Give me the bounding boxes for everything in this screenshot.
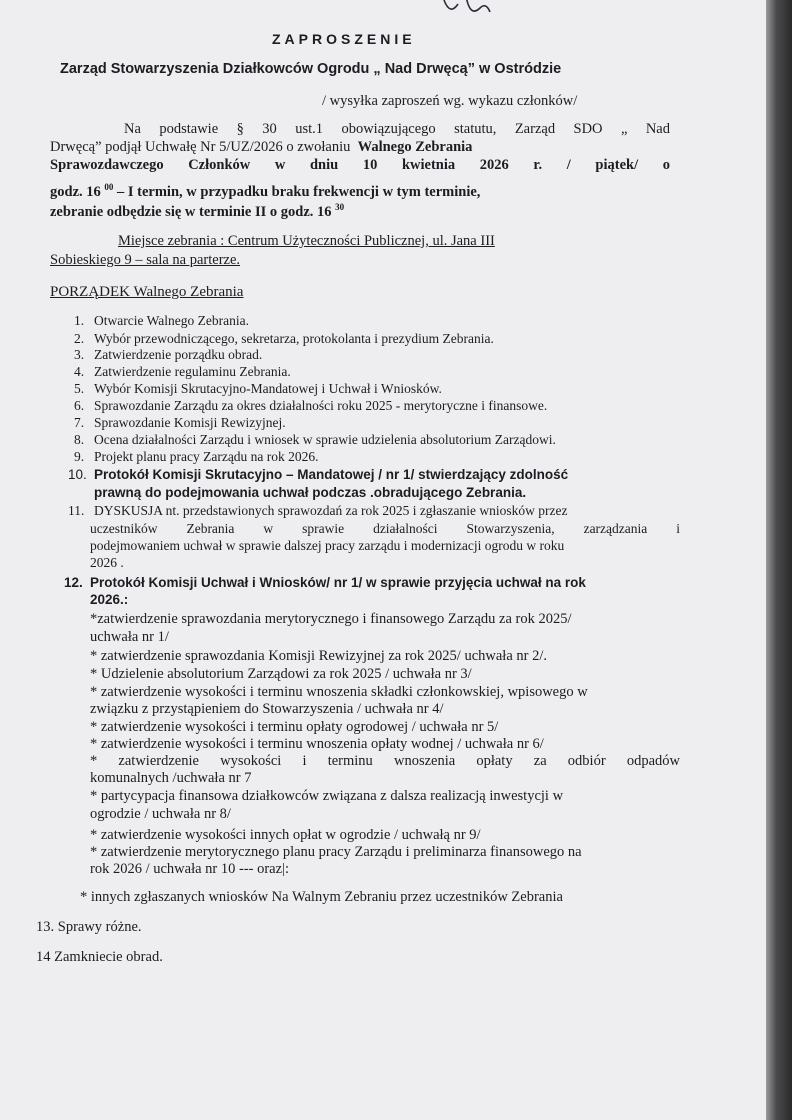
list-item: * zatwierdzenie wysokości innych opłat w ogrodzie / uchwałą nr 9/ <box>90 827 481 843</box>
list-item: 8. Ocena działalności Zarządu i wniosek w sprawie udzielenia absolutorium Zarządowi. <box>74 432 556 447</box>
list-item: * zatwierdzenie merytorycznego planu pracy Zarządu i preliminarza finansowego na <box>90 844 582 860</box>
list-item: 4. Zatwierdzenie regulaminu Zebrania. <box>74 364 291 379</box>
list-item: *zatwierdzenie sprawozdania merytorycznego i finansowego Zarządu za rok 2025/ <box>90 611 572 627</box>
list-item: 3. Zatwierdzenie porządku obrad. <box>74 347 263 362</box>
list-item: ogrodzie / uchwała nr 8/ <box>90 806 231 822</box>
list-item: * zatwierdzenie wysokości i terminu opłaty ogrodowej / uchwała nr 5/ <box>90 719 499 735</box>
list-item: * zatwierdzenie sprawozdania Komisji Rewizyjnej za rok 2025/ uchwała nr 2/. <box>90 648 547 664</box>
list-item: * zatwierdzenie wysokości i terminu wnoszenia składki członkowskiej, wpisowego w <box>90 684 588 700</box>
handwriting-mark <box>440 0 500 20</box>
list-item: związku z przystąpieniem do Stowarzyszenia / uchwała nr 4/ <box>90 701 444 717</box>
agenda-heading: PORZĄDEK Walnego Zebrania <box>50 284 244 300</box>
list-item: 6. Sprawozdanie Zarządu za okres działalności roku 2025 - merytoryczne i finansowe. <box>74 398 548 413</box>
list-item: * Udzielenie absolutorium Zarządowi za rok 2025 / uchwała nr 3/ <box>90 666 472 682</box>
agenda-item-13: 13. Sprawy różne. <box>36 919 142 935</box>
document-title: ZAPROSZENIE <box>272 31 416 47</box>
mailing-note: / wysyłka zaproszeń wg. wykazu członków/ <box>322 93 578 109</box>
list-item: 9. Projekt planu pracy Zarządu na rok 2026. <box>74 449 319 464</box>
list-item: 7. Sprawozdanie Komisji Rewizyjnej. <box>74 415 286 430</box>
list-item: 2. Wybór przewodniczącego, sekretarza, protokolanta i prezydium Zebrania. <box>74 331 494 346</box>
list-item: * zatwierdzenie wysokości i terminu wnoszenia opłaty za odbiór odpadów <box>90 753 680 769</box>
list-item: rok 2026 / uchwała nr 10 --- oraz|: <box>90 861 289 877</box>
list-item: uchwała nr 1/ <box>90 629 169 645</box>
list-item: komunalnych /uchwała nr 7 <box>90 770 252 786</box>
document-page: ZAPROSZENIE Zarząd Stowarzyszenia Działkowców Ogrodu „ Nad Drwęcą” w Ostródzie / wysyłka zaproszeń wg. wykazu członków/ Na podstawie § 30 ust.1 obowiązującego statutu, Zarząd SDO „ Nad Drwęcą” podjął Uchwałę Nr 5/UZ/2026 o zwołaniu Walnego Zebrania Sprawozdawczego Członków w dniu 10 kwietnia 2026 r. / piątek/ o godz. 16 $^{00}$ – I termin, w przypadku braku frekwencji w tym terminie, zebranie odbędzie się w terminie II o godz. 16 $^{30}$ Miejsce zebrania : Centrum Użyteczności Publicznej, ul. Jana III Sobieskiego 9 – sala na parterze. PORZĄDEK Walnego Zebrania 1. Otwarcie Walnego Zebrania. 2. Wybór przewodniczącego, sekretarza, protokolanta i prezydium Zebrania. 3. Zatwierdzenie porządku obrad. 4. Zatwierdzenie regulaminu Zebrania. 5. Wybór Komisji Skrutacyjno-Mandatowej i Uchwał i Wniosków. 6. Sprawozdanie Zarządu za okres działalności roku 2025 - merytoryczne i finansowe. 7. Sprawozdanie Komisji Rewizyjnej. 8. Ocena działalności Zarządu i wniosek w sprawie udzielenia absolutorium Zarządowi. 9. Projekt planu pracy Zarządu na rok 2026. 10. Protokół Komisji Skrutacyjno – Mandatowej / nr 1/ stwierdzający zdolność prawną do podejmowania uchwał podczas .obradującego Zebrania. 11. DYSKUSJA nt. przedstawionych sprawozdań za rok 2025 i zgłaszanie wniosków przez uczestników Zebrania w sprawie działalności Stowarzyszenia, zarządzania i podejmowaniem uchwał w sprawie dalszej pracy zarządu i modernizacji ogrodu w roku 2026 . 12. Protokół Komisji Uchwał i Wniosków/ nr 1/ w sprawie przyjęcia uchwał na rok 2026.: *zatwierdzenie sprawozdania merytorycznego i finansowego Zarządu za rok 2025/ uchwała nr 1/ * zatwierdzenie sprawozdania Komisji Rewizyjnej za rok 2025/ uchwała nr 2/. * Udzielenie absolutorium Zarządowi za rok 2025 / uchwała nr 3/ * zatwierdzenie wysokości i terminu wnoszenia składki członkowskiej, wpisowego w związku z przystąpieniem do Stowarzyszenia / uchwała nr 4/ * zatwierdzenie wysokości i terminu opłaty ogrodowej / uchwała nr 5/ * zatwierdzenie wysokości i terminu wnoszenia opłaty wodnej / uchwała nr 6/ * zatwierdzenie wysokości i terminu wnoszenia opłaty za odbiór odpadów komunalnych /uchwała nr 7 * partycypacja finansowa działkowców związana z dalsza realizacją inwestycji w ogrodzie / uchwała nr 8/ * zatwierdzenie wysokości innych opłat w ogrodzie / uchwałą nr 9/ * zatwierdzenie merytorycznego planu pracy Zarządu i preliminarza finansowego na rok 2026 / uchwała nr 10 --- oraz|: * innych zgłaszanych wniosków Na Walnym Zebraniu przez uczestników Zebrania 13. Sprawy różne. 14 Zamkniecie obrad. <box>0 0 766 1120</box>
list-item: * partycypacja finansowa działkowców związana z dalsza realizacją inwestycji w <box>90 788 564 804</box>
list-item: * zatwierdzenie wysokości i terminu wnoszenia opłaty wodnej / uchwała nr 6/ <box>90 736 544 752</box>
list-item: * innych zgłaszanych wniosków Na Walnym Zebraniu przez uczestników Zebrania <box>80 889 563 905</box>
agenda-item-14: 14 Zamkniecie obrad. <box>36 949 163 965</box>
page-edge-shadow <box>766 0 792 1120</box>
list-item: 1. Otwarcie Walnego Zebrania. <box>74 313 249 328</box>
list-item: 5. Wybór Komisji Skrutacyjno-Mandatowej i Uchwał i Wniosków. <box>74 381 442 396</box>
document-subtitle: Zarząd Stowarzyszenia Działkowców Ogrodu „ Nad Drwęcą” w Ostródzie <box>60 61 562 77</box>
